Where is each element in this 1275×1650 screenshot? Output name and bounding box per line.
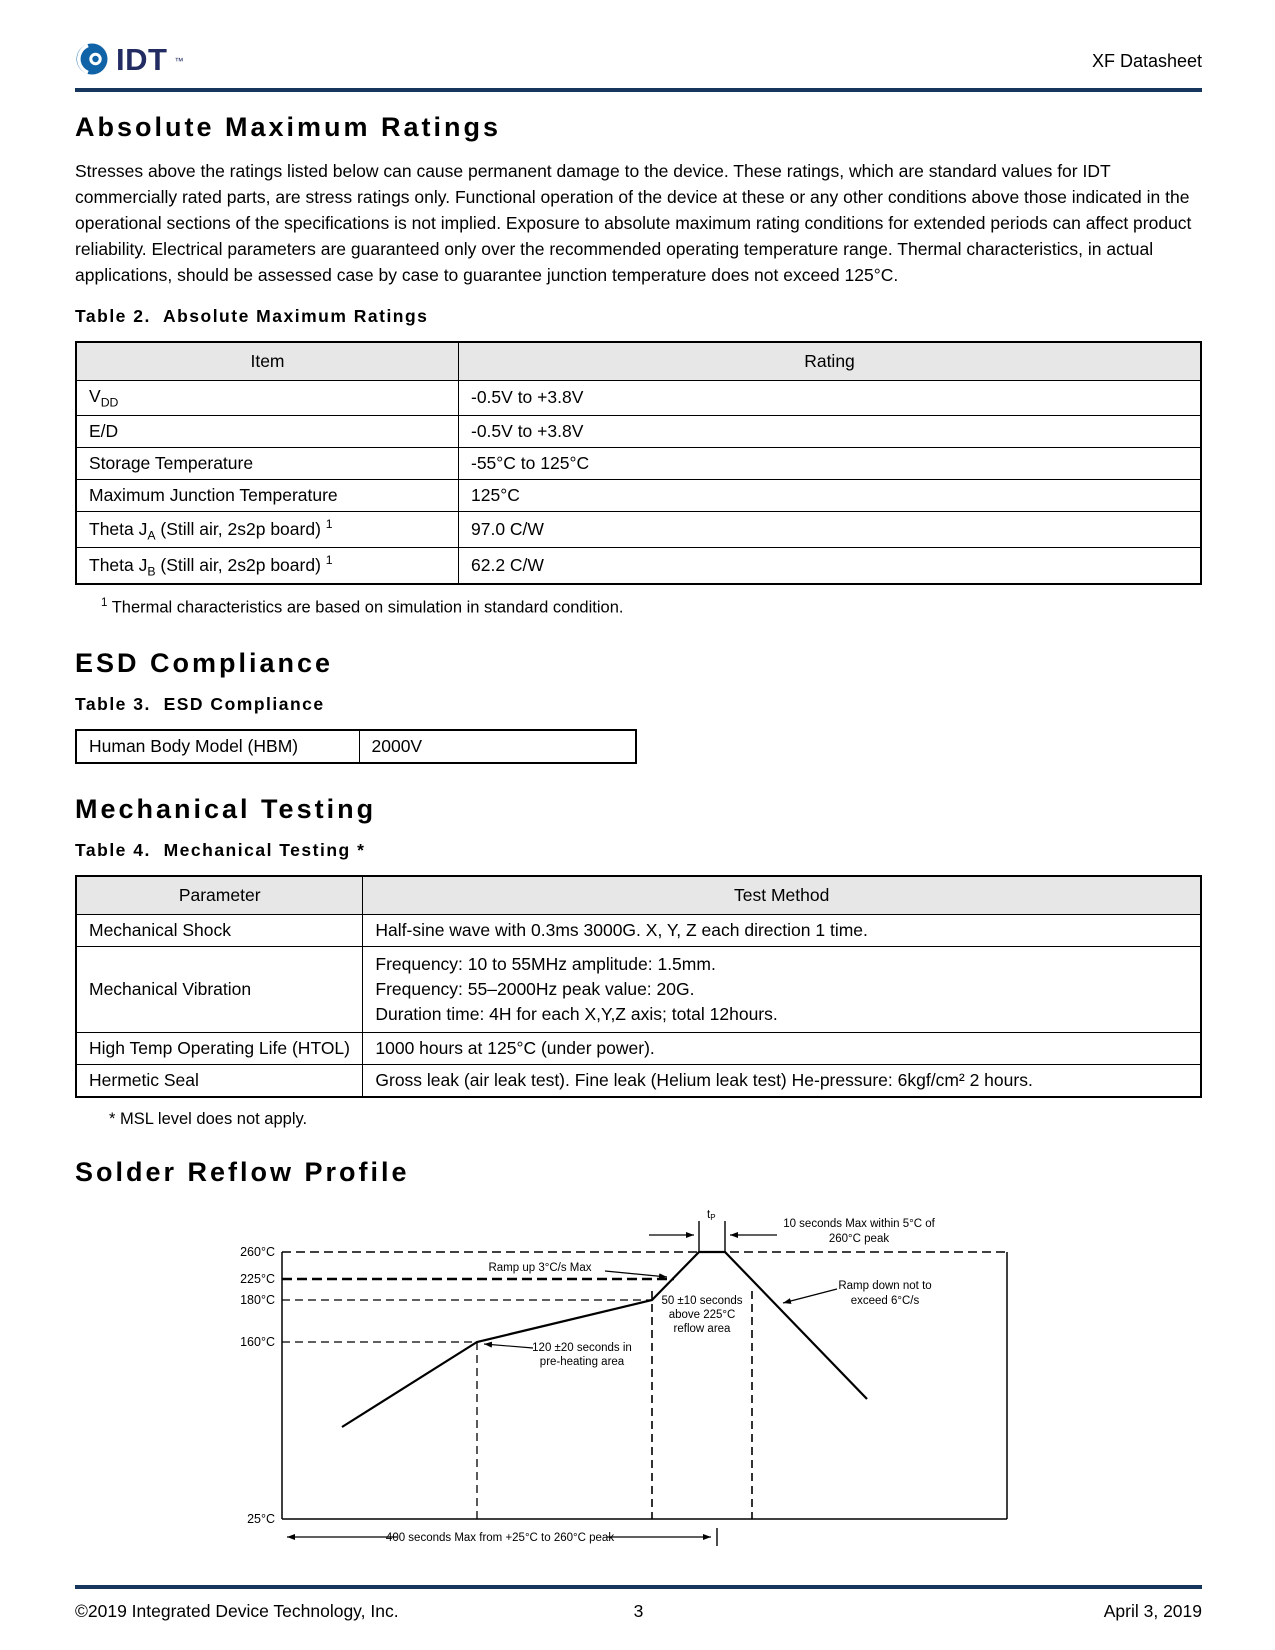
y-tick-25: 25°C <box>247 1511 275 1526</box>
page-header <box>75 42 1202 76</box>
table-row <box>76 1032 1201 1064</box>
table-row <box>76 1064 1201 1097</box>
table-row <box>76 511 1201 547</box>
table2-caption: Table 2. Absolute Maximum Ratings <box>75 306 429 326</box>
table-row <box>76 730 636 763</box>
mech-header-test-method: Test Method <box>363 876 1201 915</box>
amr-row-vdd-item: $V_{DD}$ <box>76 381 459 416</box>
table-row <box>76 479 1201 511</box>
amr-intro-paragraph: Stresses above the ratings listed below can cause permanent damage to the device. These ratings, which are standard values for IDT commercially rated parts, are stress ratings only. Functional operation of the device at these or any other conditions above those indicated in the operational sections of the specifications is not implied. Exposure to absolute maximum rating conditions for extended periods can affect product reliability. Electrical parameters are guaranteed only over the recommended operating temperature range. Thermal characteristics, in actual applications, should be assessed case by case to guarantee junction temperature does not exceed 125°C. <box>75 161 1192 285</box>
y-tick-180: 180°C <box>240 1292 275 1307</box>
amr-table-header-row <box>76 342 1201 381</box>
mech-row-vibration-method: Frequency: 10 to 55MHz amplitude: 1.5mm. Frequency: 55–2000Hz peak value: 20G. Duration time: 4H for each X,Y,Z axis; total 12hours. <box>363 946 1201 1032</box>
page-number: 3 <box>633 1601 644 1621</box>
y-tick-260: 260°C <box>240 1244 275 1259</box>
idt-logo-icon <box>75 42 109 76</box>
mech-row-htol-method: 1000 hours at 125°C (under power). <box>363 1032 1201 1064</box>
mech-row-htol-param: High Temp Operating Life (HTOL) <box>76 1032 363 1064</box>
mech-row-hermetic-method: Gross leak (air leak test). Fine leak (Helium leak test) He-pressure: 6kgf/cm² 2 hours. <box>363 1064 1201 1097</box>
solder-reflow-chart <box>237 1207 1017 1579</box>
idt-logo <box>75 42 183 76</box>
mech-header-parameter: Parameter <box>76 876 363 915</box>
reflow-area-label-line2: above 225°C <box>668 1308 736 1321</box>
preheat-label-line2: pre-heating area <box>539 1355 625 1368</box>
table-row <box>76 381 1201 416</box>
section-title-mechanical-testing: Mechanical Testing <box>75 793 377 824</box>
preheat-label-line1: 120 ±20 seconds in <box>532 1341 632 1354</box>
table-row <box>76 946 1201 1032</box>
mech-row-shock-method: Half-sine wave with 0.3ms 3000G. X, Y, Z each direction 1 time. <box>363 914 1201 946</box>
section-title-esd-compliance: ESD Compliance <box>75 647 334 678</box>
amr-row-ed-rating: -0.5V to +3.8V <box>459 415 1202 447</box>
amr-row-junction-rating: 125°C <box>459 479 1202 511</box>
total-time-label: 400 seconds Max from +25°C to 260°C peak <box>385 1531 615 1544</box>
tp-label: tP <box>707 1208 716 1222</box>
mech-row-shock-param: Mechanical Shock <box>76 914 363 946</box>
ramp-down-arrow <box>783 1289 837 1303</box>
peak-note-line1: 10 seconds Max within 5°C of <box>783 1217 935 1230</box>
footer-date: April 3, 2019 <box>1103 1601 1203 1621</box>
reflow-area-label-line3: reflow area <box>673 1322 731 1335</box>
footer-copyright: ©2019 Integrated Device Technology, Inc. <box>75 1601 399 1621</box>
peak-note-line2: 260°C peak <box>828 1232 890 1245</box>
amr-row-theta-ja-item: Theta $J_A$ (Still air, 2s2p board) $^1$ <box>76 511 459 547</box>
ramp-down-label-line2: exceed 6°C/s <box>850 1294 920 1307</box>
y-tick-160: 160°C <box>240 1334 275 1349</box>
amr-row-storage-item: Storage Temperature <box>76 447 459 479</box>
table-row <box>76 415 1201 447</box>
mechanical-testing-table <box>75 875 1202 1098</box>
section-title-solder-reflow-profile: Solder Reflow Profile <box>75 1156 410 1187</box>
table4-caption: Table 4. Mechanical Testing * <box>75 839 366 860</box>
amr-header-item: Item <box>76 342 459 381</box>
esd-row-hbm-item: Human Body Model (HBM) <box>76 730 359 763</box>
amr-row-ed-item: E/D <box>76 415 459 447</box>
table-row <box>76 447 1201 479</box>
amr-row-vdd-rating: -0.5V to +3.8V <box>459 381 1202 416</box>
header-rule <box>75 88 1202 92</box>
table3-caption: Table 3. ESD Compliance <box>75 693 325 714</box>
amr-header-rating: Rating <box>459 342 1202 381</box>
idt-trademark-mark: ™ <box>174 56 184 66</box>
y-tick-225: 225°C <box>240 1271 275 1286</box>
mech-row-hermetic-param: Hermetic Seal <box>76 1064 363 1097</box>
ramp-up-arrow <box>605 1271 667 1277</box>
page-footer <box>75 1585 1202 1622</box>
mech-row-vibration-param: Mechanical Vibration <box>76 946 363 1032</box>
esd-row-hbm-value: 2000V <box>359 730 636 763</box>
amr-row-theta-ja-rating: 97.0 C/W <box>459 511 1202 547</box>
table-row <box>76 914 1201 946</box>
idt-logo-text: IDT <box>116 41 168 77</box>
preheat-arrow <box>484 1344 533 1348</box>
mech-footnote: * MSL level does not apply. <box>109 1109 308 1128</box>
document-title: XF Datasheet <box>1091 51 1202 71</box>
amr-row-theta-jb-rating: 62.2 C/W <box>459 547 1202 584</box>
solder-reflow-diagram <box>75 1207 1202 1579</box>
amr-table <box>75 341 1202 585</box>
ramp-down-label-line1: Ramp down not to <box>838 1279 932 1292</box>
reflow-area-label-line1: 50 ±10 seconds <box>661 1294 743 1307</box>
table-row <box>76 547 1201 584</box>
section-title-absolute-maximum-ratings: Absolute Maximum Ratings <box>75 112 502 142</box>
ramp-up-label: Ramp up 3°C/s Max <box>488 1261 592 1274</box>
amr-footnote: $^1$ Thermal characteristics are based on simulation in standard condition. <box>101 597 624 617</box>
mech-table-header-row <box>76 876 1201 915</box>
esd-table <box>75 729 637 764</box>
amr-row-storage-rating: -55°C to 125°C <box>459 447 1202 479</box>
amr-row-theta-jb-item: Theta $J_B$ (Still air, 2s2p board) $^1$ <box>76 547 459 584</box>
amr-row-junction-item: Maximum Junction Temperature <box>76 479 459 511</box>
